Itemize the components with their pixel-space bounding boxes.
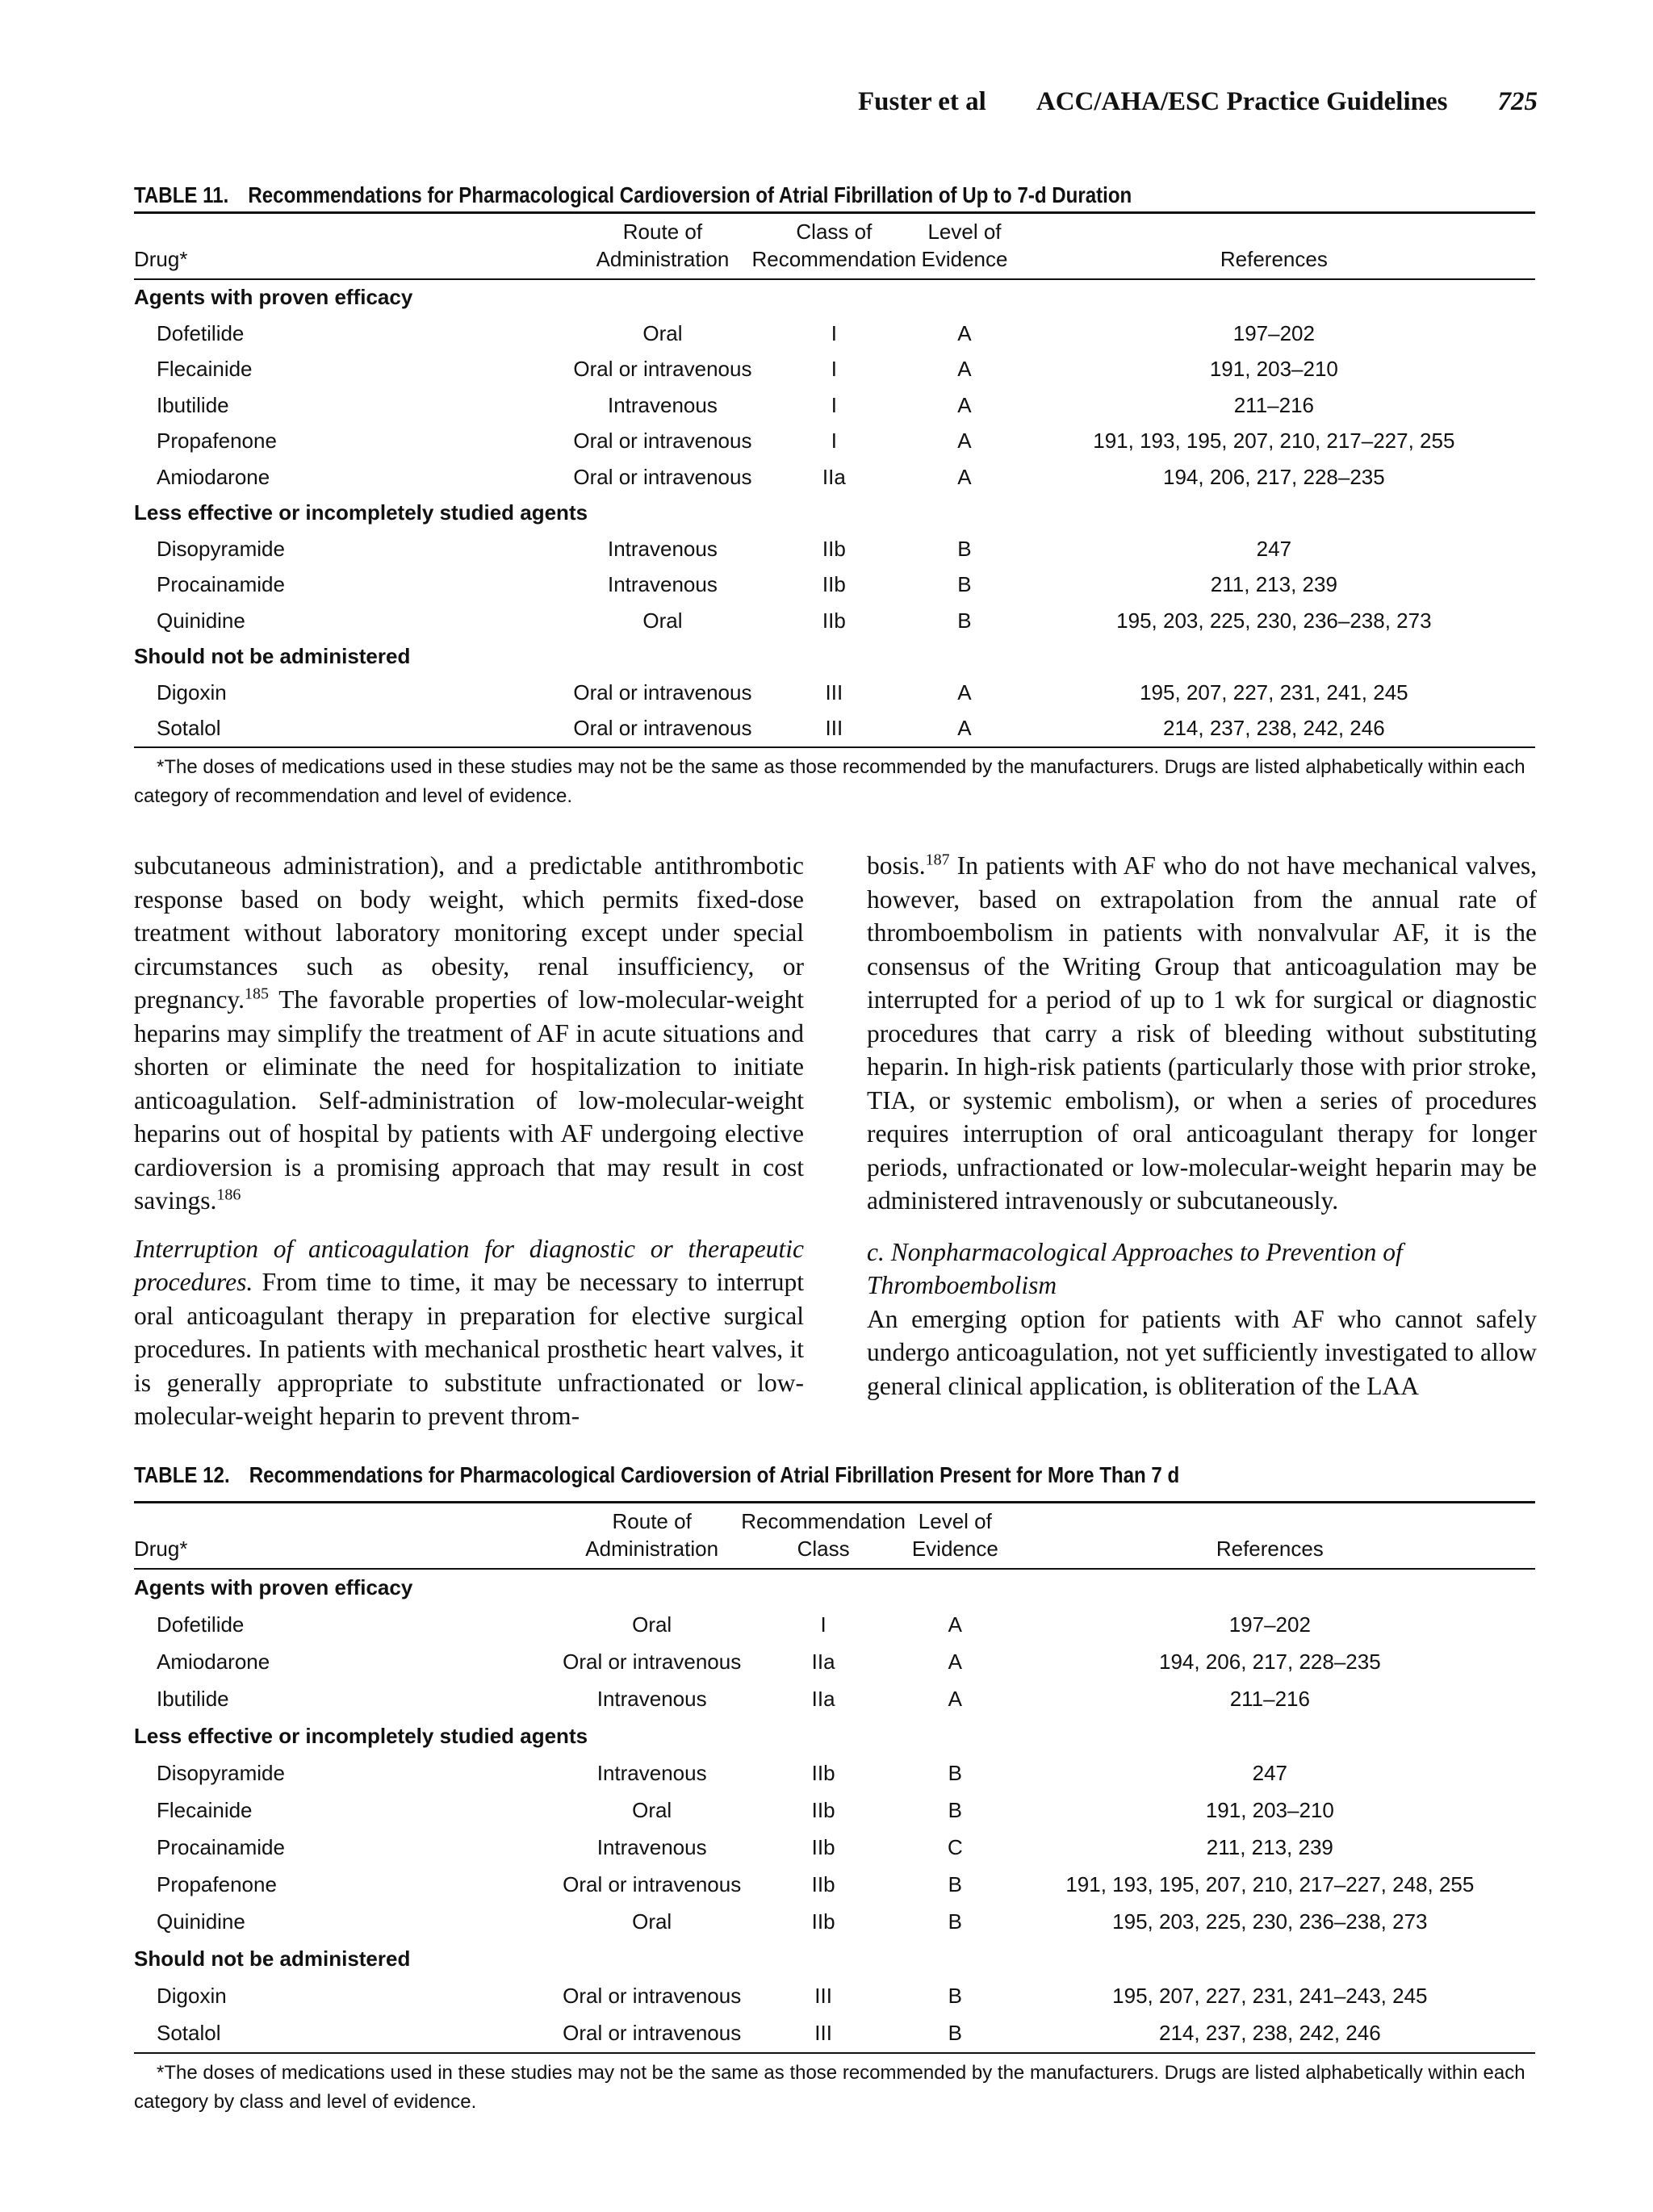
level-cell: A — [957, 392, 972, 417]
category-row — [134, 279, 1535, 316]
route-cell: Oral — [632, 1798, 672, 1823]
route-cell: Oral or intravenous — [573, 464, 752, 489]
drug-cell: Dofetilide — [157, 1612, 245, 1637]
table-row — [134, 711, 1535, 748]
references-cell: 214, 237, 238, 242, 246 — [1005, 2015, 1535, 2053]
table-row — [134, 1644, 1535, 1681]
category-row — [134, 496, 1535, 532]
level-cell: B — [957, 608, 972, 633]
route-cell: Intravenous — [596, 1687, 707, 1712]
category-row — [134, 1569, 1535, 1607]
drug-cell: Ibutilide — [157, 392, 229, 417]
drug-cell: Flecainide — [157, 1798, 253, 1823]
level-cell: B — [957, 572, 972, 597]
references-cell: 195, 203, 225, 230, 236–238, 273 — [1116, 608, 1432, 633]
level-cell: A — [948, 1650, 962, 1675]
text-run: subcutaneous administration), and a predictable antithrombotic response based on body weight, which permits fixed-dose treatment without laboratory monitoring except under special circumstances such as obesity, renal insufficiency, or pregnancy. — [134, 851, 804, 1014]
drug-cell: Digoxin — [157, 679, 227, 705]
references-cell: 197–202 — [1232, 320, 1315, 345]
table-11-grid — [134, 211, 1535, 748]
level-cell: A — [948, 1687, 962, 1712]
level-cell: B — [948, 1761, 962, 1786]
table-12-caption: Recommendations for Pharmacological Cardioversion of Atrial Fibrillation Present for More Than 7 d — [249, 1462, 1180, 1487]
references-cell: 247 — [1256, 536, 1292, 561]
class-cell: III — [814, 1984, 832, 2009]
table-row — [134, 1792, 1535, 1829]
table-row — [134, 352, 1535, 388]
route-cell: Oral — [632, 1612, 672, 1637]
class-cell: III — [741, 2015, 906, 2053]
class-cell: IIb — [811, 1835, 835, 1860]
right-column — [867, 849, 1537, 1403]
table-12-header-row — [134, 1503, 1535, 1569]
route-cell: Oral or intravenous — [573, 711, 751, 748]
level-cell: A — [957, 429, 972, 454]
drug-cell: Disopyramide — [157, 1761, 285, 1786]
class-cell: IIa — [811, 1650, 835, 1675]
level-cell: B — [906, 2015, 1005, 2053]
table-row — [134, 387, 1535, 424]
drug-cell: Quinidine — [157, 608, 245, 633]
drug-cell: Digoxin — [157, 1984, 227, 2009]
class-cell: IIb — [811, 1872, 835, 1897]
left-paragraph-1 — [134, 849, 804, 1218]
category-label: Agents with proven efficacy — [134, 285, 413, 310]
left-paragraph-2 — [134, 1232, 804, 1433]
table-row — [134, 1681, 1535, 1718]
category-label: Should not be administered — [134, 644, 411, 669]
class-cell: IIb — [811, 1798, 835, 1823]
references-cell: 191, 193, 195, 207, 210, 217–227, 255 — [1093, 429, 1455, 454]
table-11-title — [134, 179, 1339, 211]
class-cell: IIb — [822, 536, 846, 561]
class-cell: I — [831, 392, 837, 417]
references-cell: 211–216 — [1229, 1687, 1310, 1712]
category-label: Less effective or incompletely studied agents — [134, 1724, 588, 1749]
right-paragraph-1 — [867, 849, 1537, 1218]
table-row — [134, 1755, 1535, 1792]
right-paragraph-2: An emerging option for patients with AF who cannot safely undergo anticoagulation, not yet sufficiently investigated to allow general clinical application, is obliteration of the LAA — [867, 1304, 1537, 1400]
text-run: From time to time, it may be necessary to interrupt oral anticoagulant therapy in preparation for elective surgical procedures. In patients with mechanical prosthetic heart valves, it is generally appropriate to substitute unfractionated or low-molecular-weight heparin to prevent throm- — [134, 1268, 804, 1430]
class-cell: I — [831, 429, 837, 454]
header-references: References — [1013, 213, 1535, 279]
route-cell: Oral or intravenous — [563, 1984, 742, 2009]
drug-cell: Amiodarone — [157, 464, 270, 489]
route-cell: Oral or intravenous — [563, 1872, 742, 1897]
table-row — [134, 531, 1535, 567]
level-cell: B — [948, 1872, 962, 1897]
category-label: Less effective or incompletely studied agents — [134, 500, 588, 525]
references-cell: 195, 203, 225, 230, 236–238, 273 — [1112, 1909, 1428, 1934]
category-row — [134, 639, 1535, 675]
route-cell: Oral — [642, 320, 683, 345]
table-row — [134, 603, 1535, 639]
route-cell: Oral or intravenous — [573, 429, 752, 454]
header-class: Recommendation Class — [741, 1503, 906, 1569]
route-cell: Intravenous — [607, 572, 718, 597]
header-level: Level of Evidence — [916, 213, 1012, 279]
section-subheading: c. Nonpharmacological Approaches to Prevention of Thromboembolism — [867, 1237, 1403, 1299]
table-row — [134, 675, 1535, 711]
table-12-label: TABLE 12. — [134, 1462, 230, 1487]
drug-cell: Flecainide — [157, 357, 253, 382]
table-row — [134, 567, 1535, 604]
table-12-footnote: *The doses of medications used in these studies may not be the same as those recommended by the manufacturers. Drugs are listed alphabetically within each category by class and level of evidence. — [134, 2061, 1525, 2113]
level-cell: A — [957, 679, 972, 705]
drug-cell: Dofetilide — [157, 320, 245, 345]
reference-superscript: 187 — [925, 851, 950, 869]
reference-superscript: 185 — [245, 985, 270, 1003]
class-cell: III — [751, 711, 916, 748]
references-cell: 191, 203–210 — [1209, 357, 1338, 382]
table-11-label: TABLE 11. — [134, 182, 229, 207]
table-row — [134, 1607, 1535, 1644]
level-cell: C — [947, 1835, 963, 1860]
category-label: Should not be administered — [134, 1946, 411, 1972]
text-run: In patients with AF who do not have mechanical valves, however, based on extrapolation from the annual rate of thromboembolism in patients with nonvalvular AF, it is the consensus of the Writing Group that anticoagulation may be interrupted for a period of up to 1 wk for surgical or diagnostic procedures that carry a risk of bleeding without substituting heparin. In high-risk patients (particularly those with prior stroke, TIA, or systemic embolism), or when a series of procedures requires interruption of oral anticoagulant therapy for longer periods, unfractionated or low-molecular-weight heparin may be administered intravenously or subcutaneously. — [867, 851, 1537, 1215]
running-head-authors: Fuster et al — [858, 87, 986, 116]
route-cell: Oral or intravenous — [573, 357, 752, 382]
references-cell: 194, 206, 217, 228–235 — [1163, 464, 1385, 489]
level-cell: A — [957, 320, 972, 345]
table-11-footnote: *The doses of medications used in these studies may not be the same as those recommended by the manufacturers. Drugs are listed alphabetically within each category of recommendation and level of evidence. — [134, 756, 1525, 808]
table-row — [134, 1904, 1535, 1941]
level-cell: A — [957, 464, 972, 489]
class-cell: I — [831, 357, 837, 382]
class-cell: I — [820, 1612, 826, 1637]
table-12-grid — [134, 1501, 1535, 2054]
left-column — [134, 849, 804, 1433]
class-cell: IIb — [811, 1909, 835, 1934]
class-cell: IIb — [811, 1761, 835, 1786]
level-cell: A — [948, 1612, 962, 1637]
drug-cell: Sotalol — [134, 2015, 563, 2053]
class-cell: III — [825, 679, 843, 705]
references-cell: 214, 237, 238, 242, 246 — [1013, 711, 1535, 748]
route-cell: Intravenous — [607, 536, 718, 561]
route-cell: Oral or intravenous — [563, 1650, 742, 1675]
table-row — [134, 2015, 1535, 2053]
page-number: 725 — [1497, 87, 1538, 116]
references-cell: 194, 206, 217, 228–235 — [1158, 1650, 1381, 1675]
route-cell: Oral or intravenous — [573, 679, 752, 705]
drug-cell: Propafenone — [157, 1872, 277, 1897]
route-cell: Oral — [632, 1909, 672, 1934]
level-cell: A — [957, 357, 972, 382]
references-cell: 197–202 — [1228, 1612, 1311, 1637]
header-route: Route of Administration — [563, 1503, 741, 1569]
drug-cell: Quinidine — [157, 1909, 245, 1934]
header-route: Route of Administration — [573, 213, 751, 279]
table-row — [134, 316, 1535, 352]
header-class: Class of Recommendation — [751, 213, 916, 279]
header-level: Level of Evidence — [906, 1503, 1005, 1569]
reference-superscript: 186 — [216, 1185, 241, 1204]
references-cell: 247 — [1252, 1761, 1288, 1786]
references-cell: 191, 203–210 — [1205, 1798, 1334, 1823]
references-cell: 195, 207, 227, 231, 241–243, 245 — [1112, 1984, 1428, 2009]
route-cell: Oral or intravenous — [563, 2015, 741, 2053]
header-references: References — [1005, 1503, 1535, 1569]
run-in-heading: Interruption of anticoagulation for diagnostic or therapeutic procedures. — [134, 1234, 804, 1296]
table-11 — [134, 179, 1535, 811]
category-label: Agents with proven efficacy — [134, 1575, 413, 1600]
level-cell: A — [916, 711, 1012, 748]
table-12-title — [134, 1459, 1339, 1491]
running-head-title: ACC/AHA/ESC Practice Guidelines — [1036, 87, 1448, 116]
table-row — [134, 1867, 1535, 1904]
references-cell: 211–216 — [1233, 392, 1314, 417]
table-row — [134, 1978, 1535, 2015]
class-cell: I — [831, 320, 837, 345]
drug-cell: Disopyramide — [157, 536, 285, 561]
drug-cell: Amiodarone — [157, 1650, 270, 1675]
level-cell: B — [948, 1909, 962, 1934]
table-row — [134, 424, 1535, 460]
drug-cell: Procainamide — [157, 1835, 285, 1860]
class-cell: IIa — [811, 1687, 835, 1712]
route-cell: Oral — [642, 608, 683, 633]
table-12 — [134, 1459, 1535, 2117]
header-drug: Drug* — [134, 1503, 563, 1569]
references-cell: 211, 213, 239 — [1210, 572, 1337, 597]
level-cell: B — [948, 1984, 962, 2009]
references-cell: 211, 213, 239 — [1206, 1835, 1333, 1860]
class-cell: IIa — [822, 464, 846, 489]
route-cell: Intravenous — [607, 392, 718, 417]
class-cell: IIb — [822, 572, 846, 597]
route-cell: Intravenous — [596, 1835, 707, 1860]
level-cell: B — [948, 1798, 962, 1823]
category-row — [134, 1718, 1535, 1755]
table-row — [134, 1829, 1535, 1867]
drug-cell: Sotalol — [134, 711, 573, 748]
level-cell: B — [957, 536, 972, 561]
table-11-body — [134, 279, 1535, 748]
references-cell: 191, 193, 195, 207, 210, 217–227, 248, 255 — [1065, 1872, 1475, 1897]
references-cell: 195, 207, 227, 231, 241, 245 — [1140, 679, 1408, 705]
running-head — [858, 87, 1538, 117]
drug-cell: Ibutilide — [157, 1687, 229, 1712]
table-11-header-row — [134, 213, 1535, 279]
route-cell: Intravenous — [596, 1761, 707, 1786]
class-cell: IIb — [822, 608, 846, 633]
table-12-body — [134, 1569, 1535, 2053]
text-run: The favorable properties of low-molecular-weight heparins may simplify the treatment of AF in acute situations and shorten or eliminate the need for hospitalization to initiate anticoagulation. Self-administration of low-molecular-weight heparins out of hospital by patients with AF undergoing elective cardioversion is a promising approach that may result in cost savings. — [134, 985, 804, 1215]
drug-cell: Propafenone — [157, 429, 277, 454]
table-11-caption: Recommendations for Pharmacological Cardioversion of Atrial Fibrillation of Up to 7-d Duration — [248, 182, 1132, 207]
table-row — [134, 459, 1535, 496]
text-run: bosis. — [867, 851, 926, 880]
header-drug: Drug* — [134, 213, 573, 279]
drug-cell: Procainamide — [157, 572, 285, 597]
category-row — [134, 1941, 1535, 1978]
